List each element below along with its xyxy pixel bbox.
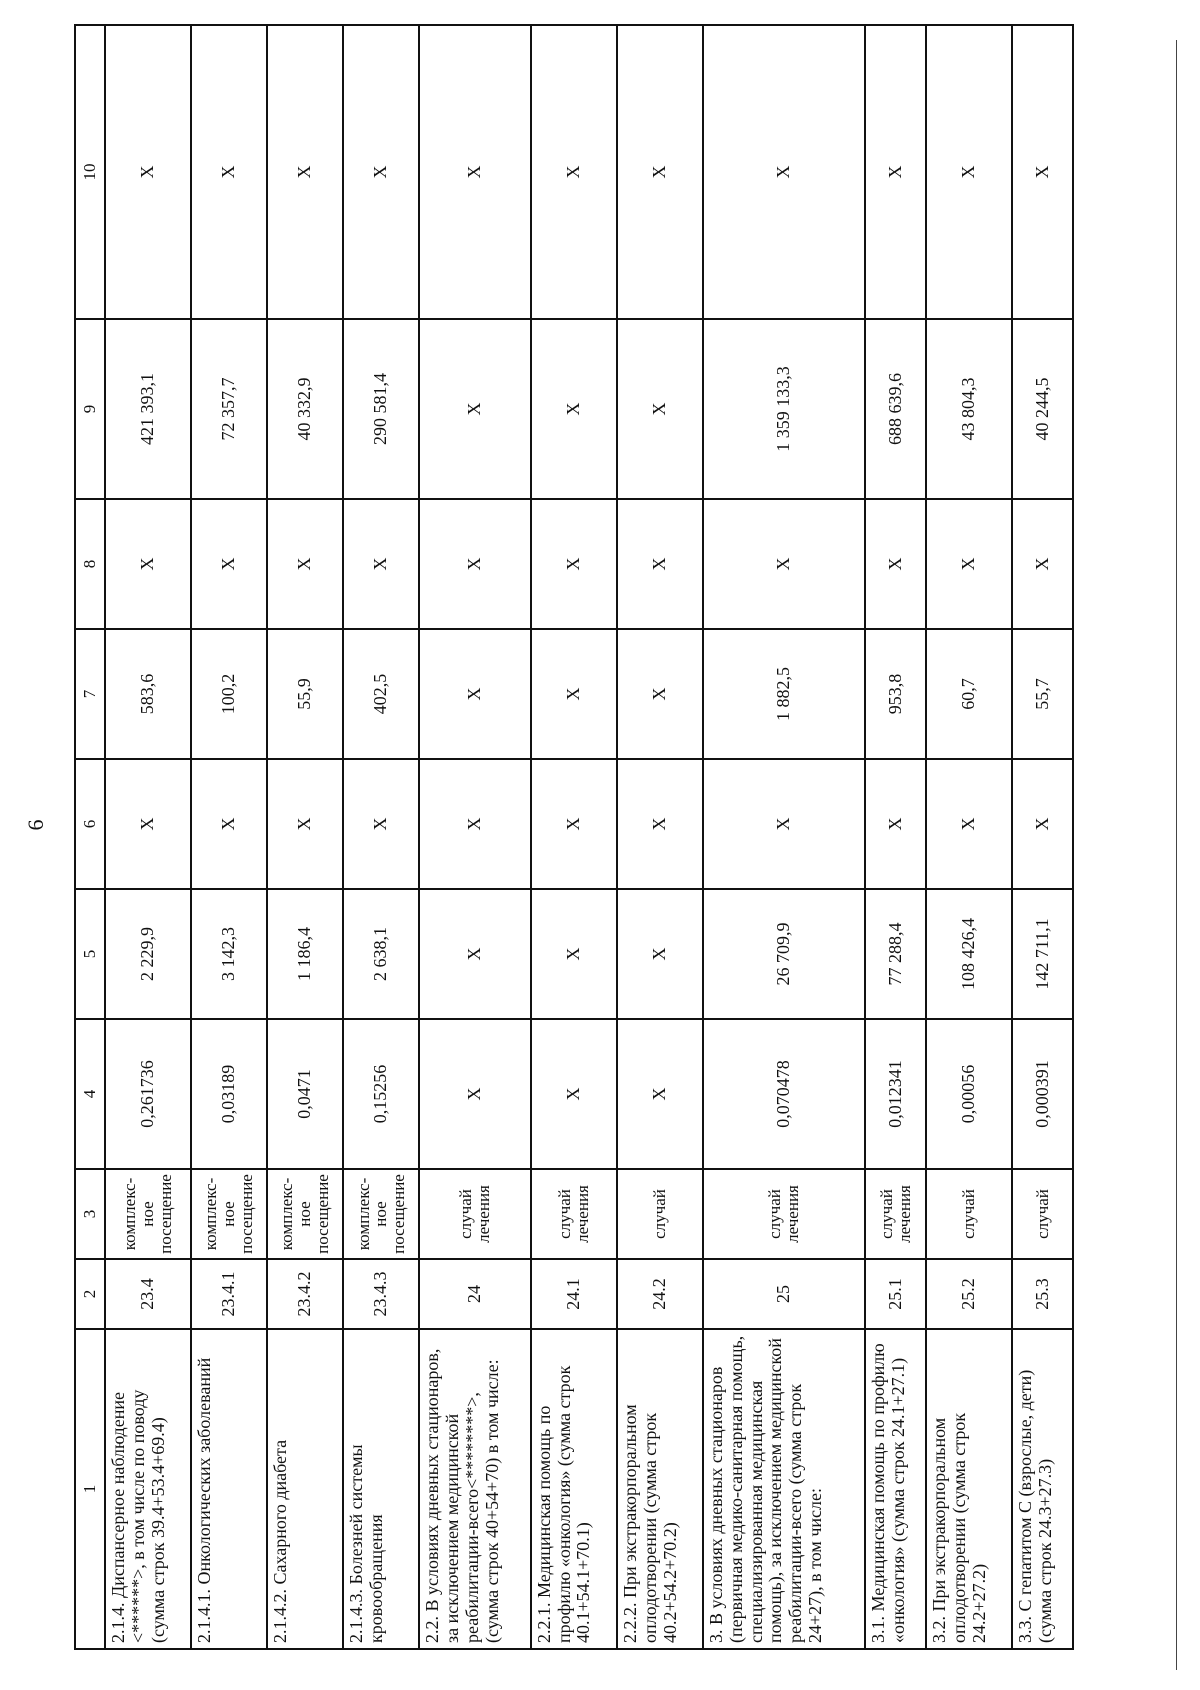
value-cell: Х (105, 759, 191, 889)
value-cell: Х (419, 889, 530, 1019)
table-body (105, 25, 1073, 1649)
table-row (343, 25, 419, 1649)
row-name-cell: 2.1.4.2. Сахарного диабета (267, 1329, 343, 1649)
header-cell: 3 (75, 1169, 105, 1259)
header-cell: 5 (75, 889, 105, 1019)
page-number: 6 (23, 819, 48, 831)
value-cell: 421 393,1 (105, 319, 191, 499)
table-row (531, 25, 617, 1649)
value-cell: Х (617, 889, 703, 1019)
row-number-cell: 23.4 (105, 1259, 191, 1329)
value-cell: 2 229,9 (105, 889, 191, 1019)
value-cell: Х (531, 889, 617, 1019)
value-cell: 688 639,6 (865, 319, 926, 499)
value-cell: 0,0471 (267, 1019, 343, 1169)
value-cell: 26 709,9 (703, 889, 865, 1019)
unit-cell: комплекс-ное посещение (267, 1169, 343, 1259)
row-name-cell: 3.1. Медицинская помощь по профилю «онкология» (сумма строк 24.1+27.1) (865, 1329, 926, 1649)
value-cell: Х (531, 499, 617, 629)
row-name-cell: 2.1.4. Диспансерное наблюдение <******>, в том числе по поводу (сумма строк 39.4+53.4+69.4) (105, 1329, 191, 1649)
row-number-cell: 24.2 (617, 1259, 703, 1329)
value-cell: 1 359 133,3 (703, 319, 865, 499)
value-cell: 0,00056 (926, 1019, 1012, 1169)
table-row (191, 25, 267, 1649)
value-cell: 2 638,1 (343, 889, 419, 1019)
value-cell: 77 288,4 (865, 889, 926, 1019)
value-cell: Х (703, 759, 865, 889)
value-cell: Х (926, 25, 1012, 319)
table-row (617, 25, 703, 1649)
value-cell: Х (267, 759, 343, 889)
row-name-cell: 2.1.4.1. Онкологических заболеваний (191, 1329, 267, 1649)
row-name-cell: 3. В условиях дневных стационаров (первичная медико-санитарная помощь, специализированная медицинская помощь), за исключением медицинской реабилитации-всего (сумма строк 24+27), в том числе: (703, 1329, 865, 1649)
value-cell: 100,2 (191, 629, 267, 759)
unit-cell: случай (617, 1169, 703, 1259)
value-cell: 0,000391 (1012, 1019, 1073, 1169)
value-cell: Х (419, 759, 530, 889)
rotated-table-wrapper (74, 26, 1074, 1650)
unit-cell: случай лечения (531, 1169, 617, 1259)
row-name-cell: 2.2.1. Медицинская помощь по профилю «онкология» (сумма строк 40.1+54.1+70.1) (531, 1329, 617, 1649)
value-cell: Х (1012, 759, 1073, 889)
data-table (74, 24, 1074, 1650)
header-cell: 7 (75, 629, 105, 759)
value-cell: Х (191, 25, 267, 319)
row-name-cell: 2.2.2. При экстракорпоральном оплодотворении (сумма строк 40.2+54.2+70.2) (617, 1329, 703, 1649)
value-cell: Х (865, 25, 926, 319)
table-row (105, 25, 191, 1649)
value-cell: Х (865, 759, 926, 889)
unit-cell: случай лечения (865, 1169, 926, 1259)
row-name-cell: 3.2. При экстракорпоральном оплодотворении (сумма строк 24.2+27.2) (926, 1329, 1012, 1649)
unit-cell: случай лечения (703, 1169, 865, 1259)
value-cell: 583,6 (105, 629, 191, 759)
value-cell: Х (617, 629, 703, 759)
value-cell: Х (617, 759, 703, 889)
value-cell: Х (531, 25, 617, 319)
table-row (267, 25, 343, 1649)
value-cell: 290 581,4 (343, 319, 419, 499)
value-cell: Х (617, 1019, 703, 1169)
value-cell: Х (617, 499, 703, 629)
value-cell: 108 426,4 (926, 889, 1012, 1019)
value-cell: Х (419, 629, 530, 759)
unit-cell: комплекс-ное посещение (105, 1169, 191, 1259)
value-cell: 142 711,1 (1012, 889, 1073, 1019)
value-cell: 55,7 (1012, 629, 1073, 759)
value-cell: Х (343, 759, 419, 889)
header-cell: 9 (75, 319, 105, 499)
value-cell: 40 332,9 (267, 319, 343, 499)
value-cell: Х (191, 759, 267, 889)
value-cell: Х (105, 25, 191, 319)
header-cell: 10 (75, 25, 105, 319)
value-cell: 72 357,7 (191, 319, 267, 499)
value-cell: Х (531, 319, 617, 499)
row-name-cell: 3.3. С гепатитом С (взрослые, дети) (сумма строк 24.3+27.3) (1012, 1329, 1073, 1649)
row-name-cell: 2.1.4.3. Болезней системы кровообращения (343, 1329, 419, 1649)
value-cell: 0,012341 (865, 1019, 926, 1169)
value-cell: Х (531, 1019, 617, 1169)
table-row (419, 25, 530, 1649)
value-cell: Х (419, 499, 530, 629)
value-cell: Х (267, 25, 343, 319)
value-cell: Х (531, 759, 617, 889)
row-number-cell: 23.4.3 (343, 1259, 419, 1329)
value-cell: Х (617, 319, 703, 499)
value-cell: 55,9 (267, 629, 343, 759)
unit-cell: случай лечения (419, 1169, 530, 1259)
value-cell: Х (267, 499, 343, 629)
right-margin-rule (1176, 40, 1177, 1670)
table-row (926, 25, 1012, 1649)
header-cell: 6 (75, 759, 105, 889)
row-name-cell: 2.2. В условиях дневных стационаров, за исключением медицинской реабилитации-всего<********>, (сумма строк 40+54+70) в том числе: (419, 1329, 530, 1649)
value-cell: Х (703, 25, 865, 319)
value-cell: 0,03189 (191, 1019, 267, 1169)
value-cell: 0,261736 (105, 1019, 191, 1169)
value-cell: Х (926, 499, 1012, 629)
table-row (865, 25, 926, 1649)
row-number-cell: 24 (419, 1259, 530, 1329)
value-cell: Х (1012, 499, 1073, 629)
value-cell: 953,8 (865, 629, 926, 759)
value-cell: Х (703, 499, 865, 629)
row-number-cell: 25 (703, 1259, 865, 1329)
row-number-cell: 23.4.2 (267, 1259, 343, 1329)
header-cell: 4 (75, 1019, 105, 1169)
value-cell: 0,070478 (703, 1019, 865, 1169)
value-cell: 43 804,3 (926, 319, 1012, 499)
header-cell: 1 (75, 1329, 105, 1649)
value-cell: Х (343, 25, 419, 319)
value-cell: Х (865, 499, 926, 629)
value-cell: 1 186,4 (267, 889, 343, 1019)
header-cell: 8 (75, 499, 105, 629)
row-number-cell: 24.1 (531, 1259, 617, 1329)
value-cell: Х (926, 759, 1012, 889)
unit-cell: случай (926, 1169, 1012, 1259)
value-cell: Х (419, 319, 530, 499)
header-cell: 2 (75, 1259, 105, 1329)
value-cell: Х (419, 1019, 530, 1169)
row-number-cell: 23.4.1 (191, 1259, 267, 1329)
row-number-cell: 25.2 (926, 1259, 1012, 1329)
value-cell: 402,5 (343, 629, 419, 759)
value-cell: Х (343, 499, 419, 629)
header-row (75, 25, 105, 1649)
value-cell: 40 244,5 (1012, 319, 1073, 499)
unit-cell: комплекс-ное посещение (343, 1169, 419, 1259)
value-cell: Х (531, 629, 617, 759)
row-number-cell: 25.3 (1012, 1259, 1073, 1329)
value-cell: Х (105, 499, 191, 629)
value-cell: Х (1012, 25, 1073, 319)
table-row (703, 25, 865, 1649)
value-cell: 0,15256 (343, 1019, 419, 1169)
table-row (1012, 25, 1073, 1649)
value-cell: Х (419, 25, 530, 319)
value-cell: Х (617, 25, 703, 319)
value-cell: 1 882,5 (703, 629, 865, 759)
row-number-cell: 25.1 (865, 1259, 926, 1329)
value-cell: 60,7 (926, 629, 1012, 759)
value-cell: Х (191, 499, 267, 629)
value-cell: 3 142,3 (191, 889, 267, 1019)
unit-cell: случай (1012, 1169, 1073, 1259)
unit-cell: комплекс-ное посещение (191, 1169, 267, 1259)
